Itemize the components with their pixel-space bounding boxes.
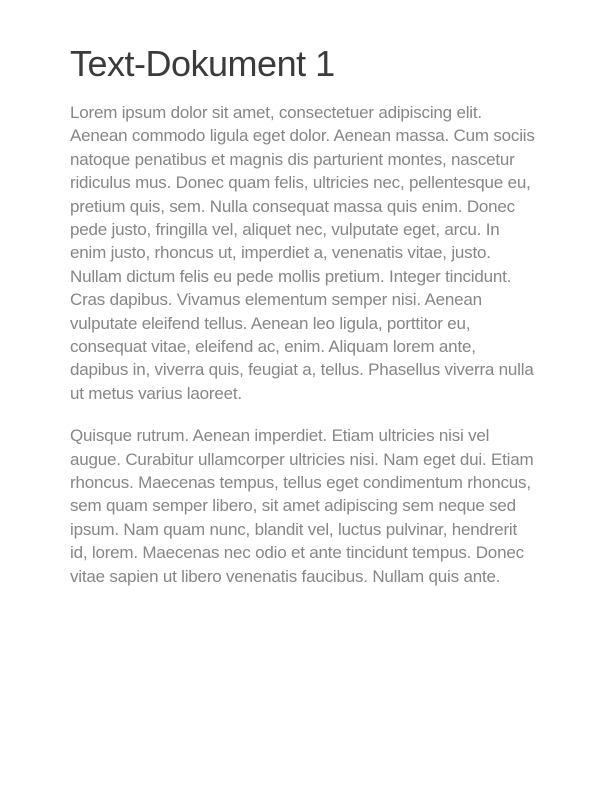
paragraph-2: Quisque rutrum. Aenean imperdiet. Etiam ultricies nisi vel augue. Curabitur ullamcorper ultricies nisi. Nam eget dui. Etiam rhoncus. Maecenas tempus, tellus eget condimentum rhoncus, sem quam semper libero, sit amet adipiscing sem neque sed ipsum. Nam quam nunc, blandit vel, luctus pulvinar, hendrerit id, lorem. Maecenas nec odio et ante tincidunt tempus. Donec vitae sapien ut libero venenatis faucibus. Nullam quis ante.: [70, 426, 534, 586]
paragraph-1: Lorem ipsum dolor sit amet, consectetuer adipiscing elit. Aenean commodo ligula eget dolor. Aenean massa. Cum sociis natoque penatibus et magnis dis parturient montes, nascetur ridiculus mus. Donec quam felis, ultricies nec, pellentesque eu, pretium quis, sem. Nulla consequat massa quis enim. Donec pede justo, fringilla vel, aliquet nec, vulputate eget, arcu. In enim justo, rhoncus ut, imperdiet a, venenatis vitae, justo. Nullam dictum felis eu pede mollis pretium. Integer tincidunt. Cras dapibus. Vivamus elementum semper nisi. Aenean vulputate eleifend tellus. Aenean leo ligula, porttitor eu, consequat vitae, eleifend ac, enim. Aliquam lorem ante, dapibus in, viverra quis, feugiat a, tellus. Phasellus viverra nulla ut metus varius laoreet.: [70, 102, 535, 403]
document-title: Text-Dokument 1: [70, 43, 335, 84]
